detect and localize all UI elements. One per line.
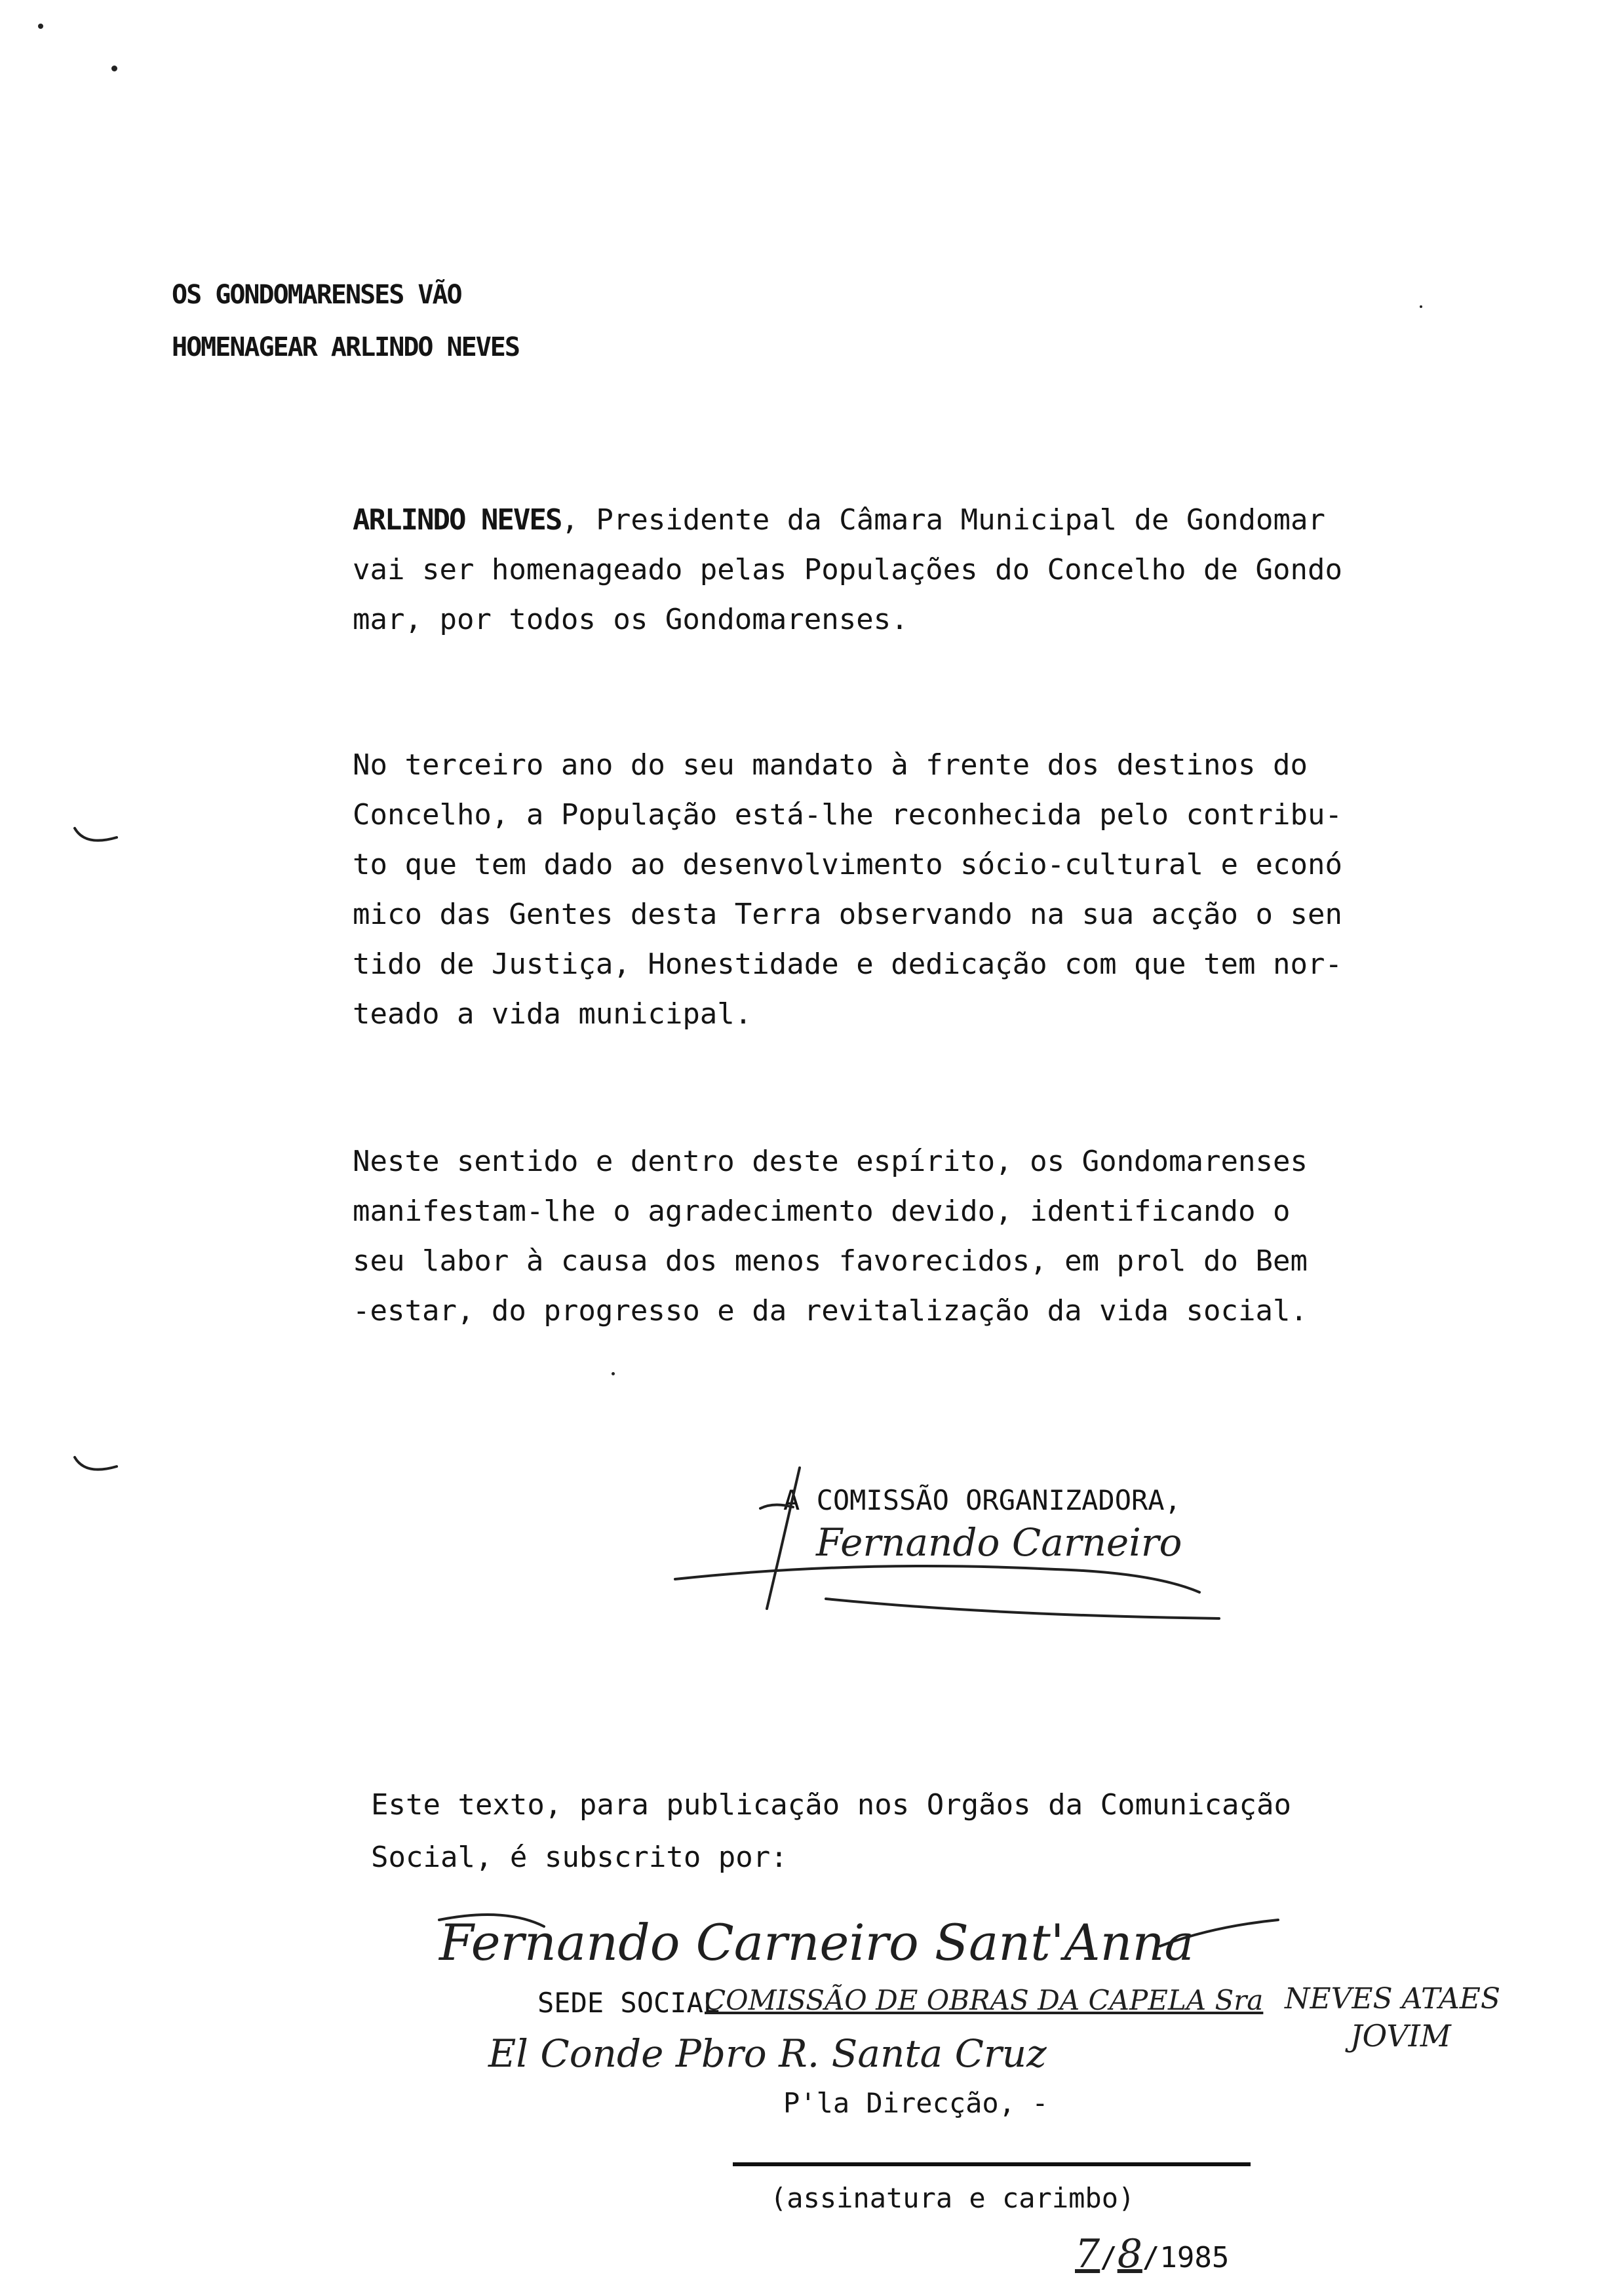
paragraph-2-line-2: Concelho, a População está-lhe reconhecida pelo contribu- <box>353 798 1342 832</box>
footer-intro-line-2: Social, é subscrito por: <box>371 1841 788 1874</box>
paragraph-3-line-1: Neste sentido e dentro deste espírito, os Gondomarenses <box>353 1145 1308 1178</box>
direction-label: P'la Direcção, - <box>783 2087 1049 2119</box>
subscriber-signature: Fernando Carneiro Sant'Anna <box>439 1913 1194 1972</box>
signature-stamp-caption: (assinatura e carimbo) <box>770 2182 1135 2214</box>
handwritten-line-2-right: JOVIM <box>1350 2018 1451 2054</box>
footer-intro-line-1: Este texto, para publicação nos Orgãos da Comunicação <box>371 1788 1291 1822</box>
scan-speck <box>612 1372 615 1375</box>
paragraph-3-line-4: -estar, do progresso e da revitalização da vida social. <box>353 1294 1308 1328</box>
paragraph-2-line-5: tido de Justiça, Honestidade e dedicação com que tem nor- <box>353 947 1342 981</box>
date-separator: / <box>1100 2241 1118 2274</box>
signature-line <box>733 2162 1251 2166</box>
margin-mark <box>71 1453 123 1480</box>
scan-speck <box>111 66 117 71</box>
paragraph-2-line-6: teado a vida municipal. <box>353 997 752 1031</box>
paragraph-1-line-2: vai ser homenageado pelas Populações do Concelho de Gondo <box>353 553 1342 586</box>
paragraph-2 <box>353 740 1342 1039</box>
sede-social-handwritten-right: NEVES ATAES <box>1285 1982 1500 2016</box>
handwritten-line-2: El Conde Pbro R. Santa Cruz <box>488 2031 1047 2076</box>
committee-label: A COMISSÃO ORGANIZADORA, <box>783 1484 1181 1516</box>
date-month: 8 <box>1117 2231 1142 2277</box>
paragraph-3-line-2: manifestam-lhe o agradecimento devido, identificando o <box>353 1195 1291 1228</box>
subscriber-signature-strokes <box>426 1900 1304 1972</box>
paragraph-1-line-1 <box>353 495 1325 545</box>
committee-signature: Fernando Carneiro <box>816 1520 1182 1565</box>
paragraph-2-line-4: mico das Gentes desta Terra observando na sua acção o sen <box>353 898 1342 931</box>
heading-line-1: OS GONDOMARENSES VÃO <box>172 280 461 310</box>
heading-line-2: HOMENAGEAR ARLINDO NEVES <box>172 332 519 362</box>
paragraph-1-line-3: mar, por todos os Gondomarenses. <box>353 603 908 636</box>
sede-social-handwritten: COMISSÃO DE OBRAS DA CAPELA Sra <box>705 1984 1264 2016</box>
paragraph-2-line-1: No terceiro ano do seu mandato à frente dos destinos do <box>353 748 1308 782</box>
heading <box>172 269 519 373</box>
scan-speck <box>1420 305 1422 308</box>
paragraph-2-line-3: to que tem dado ao desenvolvimento sócio-cultural e econó <box>353 848 1342 881</box>
paragraph-3 <box>353 1137 1308 1336</box>
margin-mark <box>71 824 123 851</box>
scan-speck <box>38 24 43 29</box>
date-year: /1985 <box>1142 2241 1230 2274</box>
name-highlight: ARLINDO NEVES <box>353 503 562 537</box>
paragraph-1-line-1-rest: , Presidente da Câmara Municipal de Gondomar <box>561 503 1325 537</box>
date-day: 7 <box>1075 2231 1100 2277</box>
date <box>1075 2231 1229 2277</box>
paragraph-3-line-3: seu labor à causa dos menos favorecidos, em prol do Bem <box>353 1244 1308 1278</box>
paragraph-1 <box>353 495 1342 645</box>
sede-social-label: SEDE SOCIAL <box>537 1987 720 2019</box>
footer-intro <box>371 1779 1291 1884</box>
